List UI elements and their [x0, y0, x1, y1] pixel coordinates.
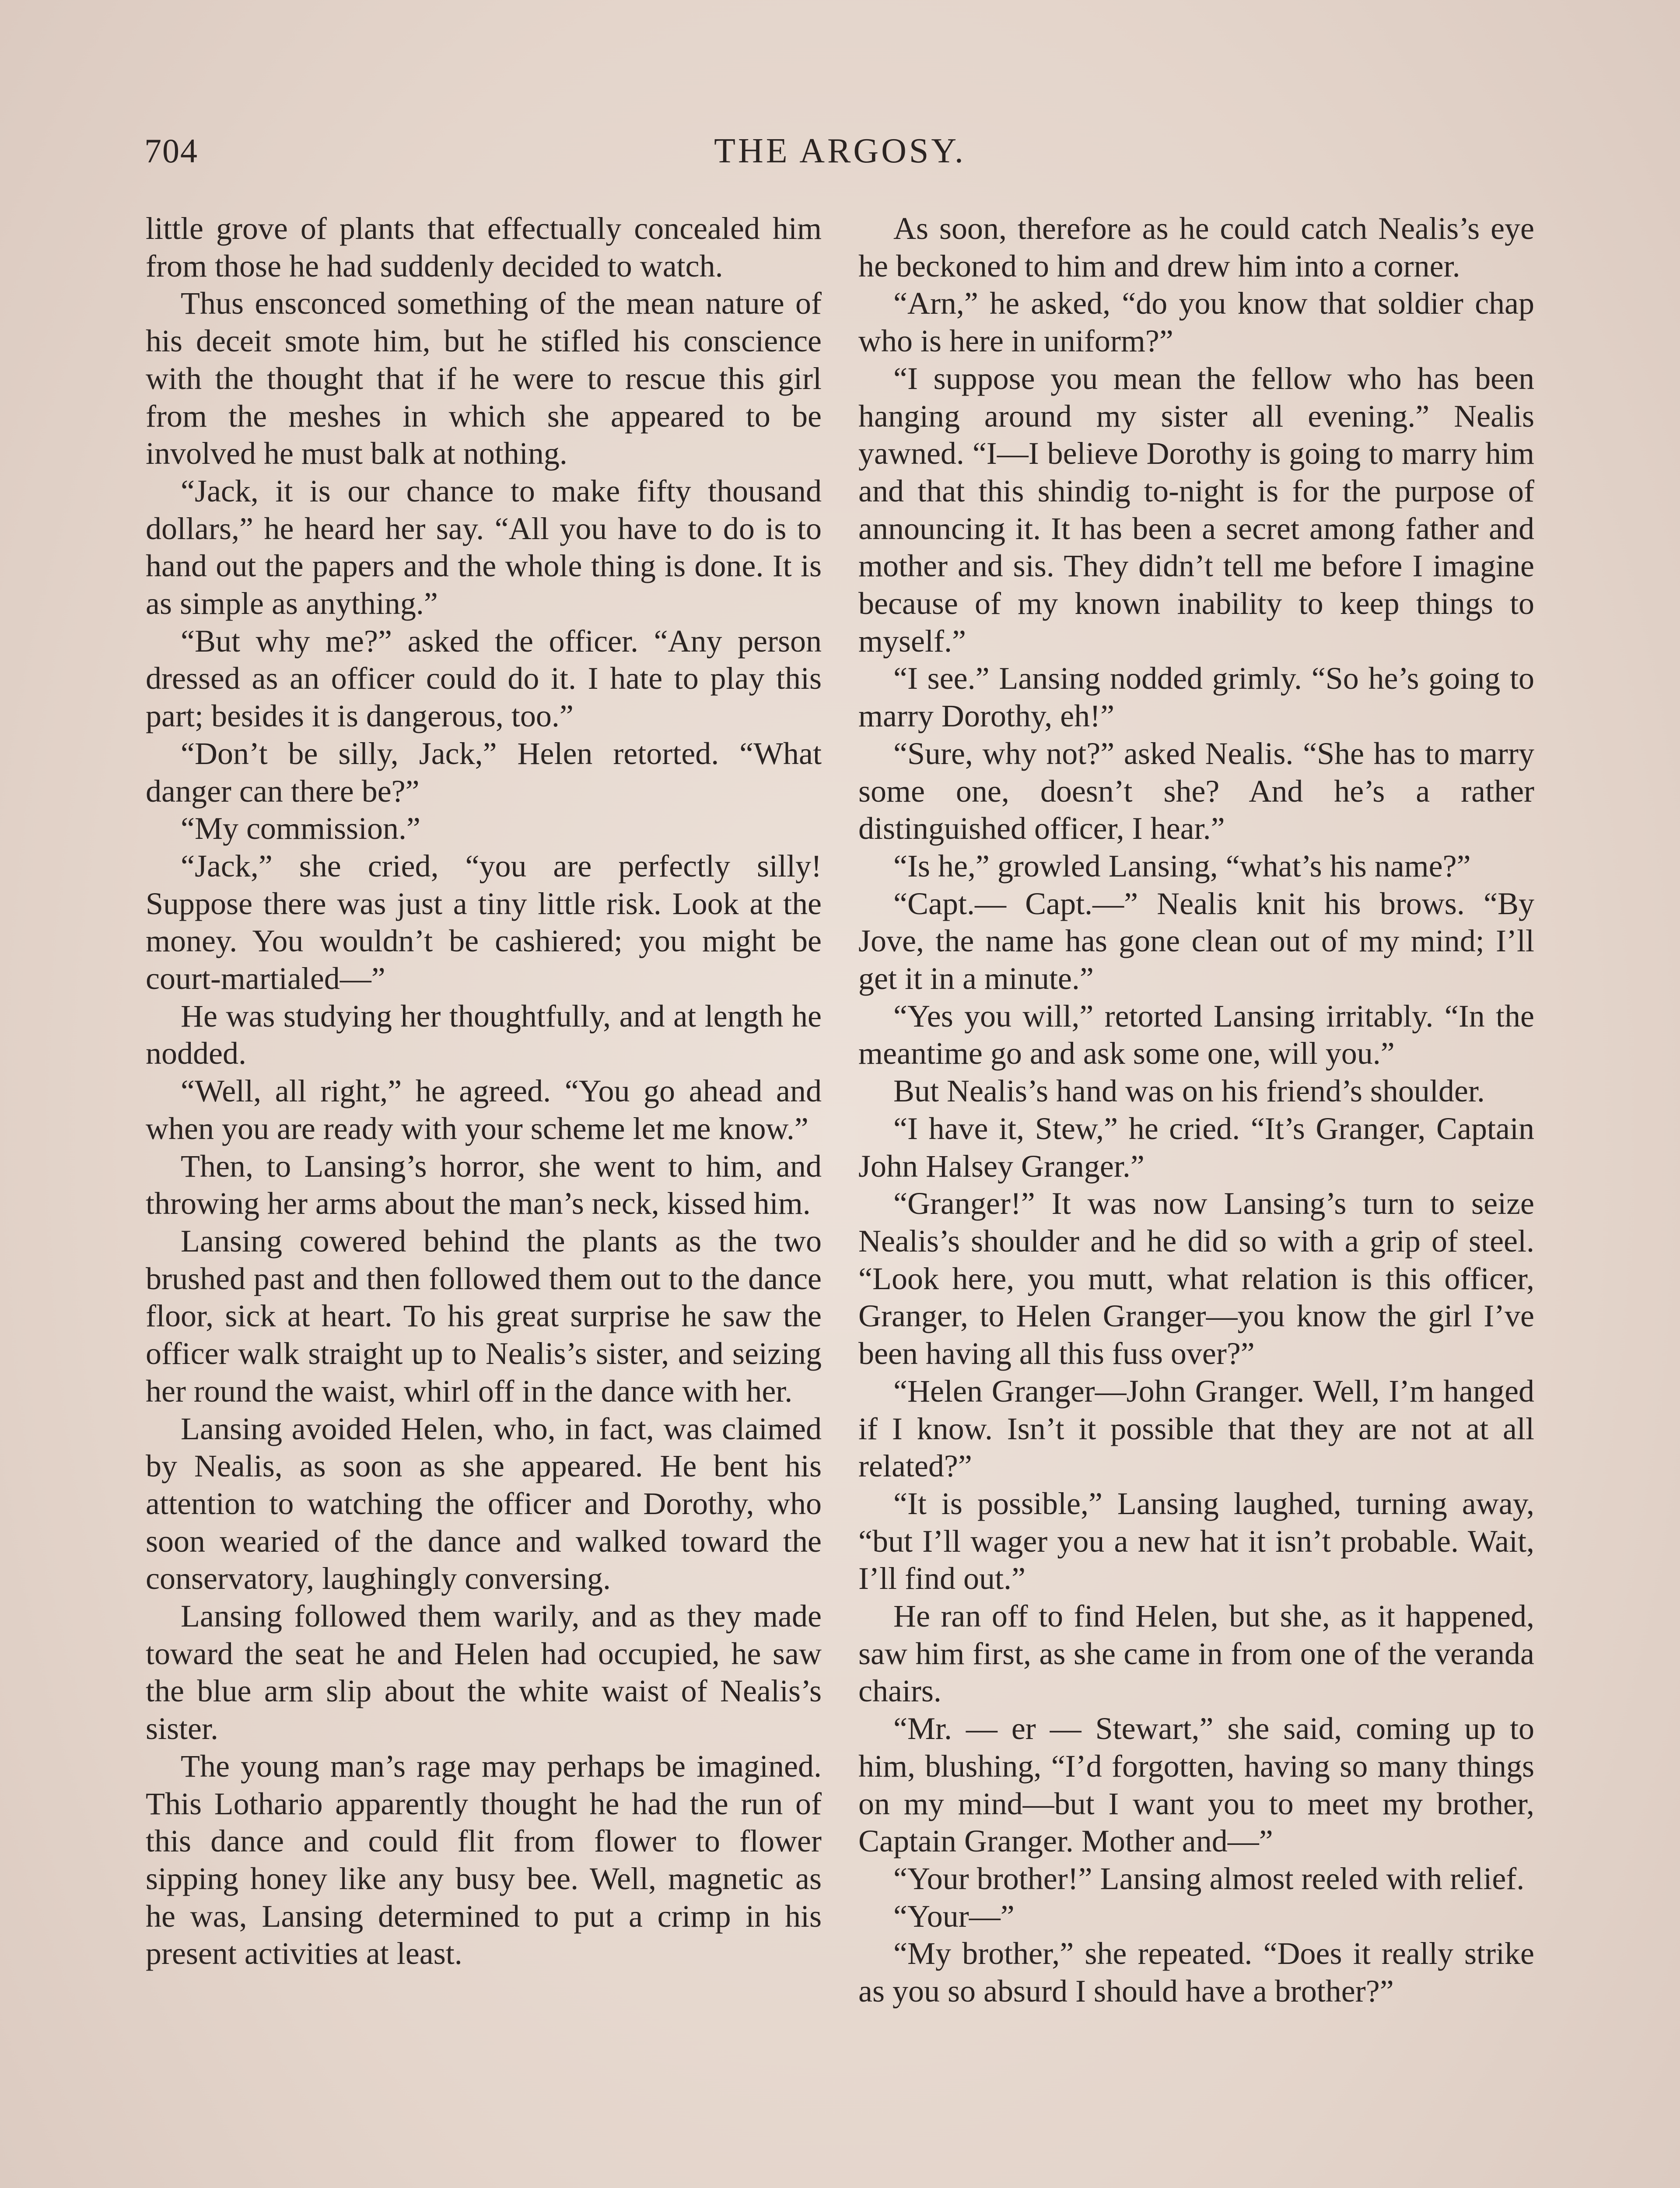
- paragraph: “Arn,” he asked, “do you know that soldier chap who is here in uniform?”: [858, 286, 1534, 359]
- page-header: [144, 131, 1536, 175]
- paragraph: As soon, therefore as he could catch Nealis’s eye he beckoned to him and drew him into a corner.: [858, 211, 1534, 284]
- paragraph: “Yes you will,” retorted Lansing irritably. “In the meantime go and ask some one, will you.”: [858, 998, 1534, 1071]
- paragraph: “Your—”: [893, 1898, 1015, 1934]
- paragraph: Then, to Lansing’s horror, she went to him, and throwing her arms about the man’s neck, kissed him.: [146, 1148, 822, 1221]
- paragraph: “Don’t be silly, Jack,” Helen retorted. “What danger can there be?”: [146, 736, 822, 809]
- paragraph: Lansing cowered behind the plants as the two brushed past and then followed them out to the dance floor, sick at heart. To his great surprise he saw the officer walk straight up to Nealis’s sister, and seizing her round the waist, whirl off in the dance with her.: [146, 1223, 822, 1409]
- paragraph: “Well, all right,” he agreed. “You go ahead and when you are ready with your scheme let me know.”: [146, 1073, 822, 1146]
- paragraph: “Is he,” growled Lansing, “what’s his name?”: [893, 848, 1471, 884]
- paragraph: “Your brother!” Lansing almost reeled with relief.: [893, 1861, 1525, 1896]
- paragraph: “Helen Granger—John Granger. Well, I’m hanged if I know. Isn’t it possible that they are not at all related?”: [858, 1373, 1534, 1484]
- paragraph: little grove of plants that effectually concealed him from those he had suddenly decided to watch.: [146, 211, 822, 284]
- paragraph: Lansing followed them warily, and as they made toward the seat he and Helen had occupied, he saw the blue arm slip about the white waist of Nealis’s sister.: [146, 1599, 822, 1746]
- paragraph: He was studying her thoughtfully, and at length he nodded.: [146, 998, 822, 1071]
- paragraph: “My commission.”: [181, 811, 420, 846]
- page-number: 704: [144, 132, 198, 170]
- paragraph: “I suppose you mean the fellow who has been hanging around my sister all evening.” Nealis yawned. “I—I believe Dorothy is going to marry him and that this shindig to-night is for the purpose of announcing it. It has been a secret among father and mother and sis. They didn’t tell me before I imagine because of my known inability to keep things to myself.”: [858, 361, 1534, 659]
- paragraph: “Sure, why not?” asked Nealis. “She has to marry some one, doesn’t she? And he’s a rather distinguished officer, I hear.”: [858, 736, 1534, 846]
- paragraph: Lansing avoided Helen, who, in fact, was claimed by Nealis, as soon as she appeared. He bent his attention to watching the officer and Dorothy, who soon wearied of the dance and walked toward the conservatory, laughingly conversing.: [146, 1411, 822, 1596]
- paragraph: “Jack,” she cried, “you are perfectly silly! Suppose there was just a tiny little risk. Look at the money. You wouldn’t be cashiered; you might be court-martialed—”: [146, 848, 822, 996]
- paragraph: Thus ensconced something of the mean nature of his deceit smote him, but he stifled his conscience with the thought that if he were to rescue this girl from the meshes in which she appeared to be involved he must balk at nothing.: [146, 286, 822, 471]
- paragraph: “It is possible,” Lansing laughed, turning away, “but I’ll wager you a new hat it isn’t probable. Wait, I’ll find out.”: [858, 1486, 1534, 1596]
- paragraph: But Nealis’s hand was on his friend’s shoulder.: [893, 1073, 1485, 1109]
- paragraph: “But why me?” asked the officer. “Any person dressed as an officer could do it. I hate to play this part; besides it is dangerous, too.”: [146, 623, 822, 734]
- paragraph: “Jack, it is our chance to make fifty thousand dollars,” he heard her say. “All you have to do is to hand out the papers and the whole thing is done. It is as simple as anything.”: [146, 473, 822, 621]
- paragraph: “Granger!” It was now Lansing’s turn to seize Nealis’s shoulder and he did so with a grip of steel. “Look here, you mutt, what relation is this officer, Granger, to Helen Granger—you know the girl I’ve been having all this fuss over?”: [858, 1186, 1534, 1371]
- running-title: THE ARGOSY.: [714, 132, 966, 170]
- paragraph: “I have it, Stew,” he cried. “It’s Granger, Captain John Halsey Granger.”: [858, 1111, 1534, 1184]
- left-column: [146, 210, 822, 2188]
- paragraph: “My brother,” she repeated. “Does it really strike as you so absurd I should have a brother?”: [858, 1936, 1534, 2009]
- paragraph: He ran off to find Helen, but she, as it happened, saw him first, as she came in from one of the veranda chairs.: [858, 1599, 1534, 1709]
- paragraph: “Mr. — er — Stewart,” she said, coming up to him, blushing, “I’d forgotten, having so many things on my mind—but I want you to meet my brother, Captain Granger. Mother and—”: [858, 1711, 1534, 1859]
- paragraph: “I see.” Lansing nodded grimly. “So he’s going to marry Dorothy, eh!”: [858, 661, 1534, 734]
- right-column: [858, 210, 1534, 2188]
- paragraph: The young man’s rage may perhaps be imagined. This Lothario apparently thought he had the run of this dance and could flit from flower to flower sipping honey like any busy bee. Well, magnetic as he was, Lansing determined to put a crimp in his present activities at least.: [146, 1748, 822, 1971]
- paragraph: “Capt.— Capt.—” Nealis knit his brows. “By Jove, the name has gone clean out of my mind; I’ll get it in a minute.”: [858, 886, 1534, 996]
